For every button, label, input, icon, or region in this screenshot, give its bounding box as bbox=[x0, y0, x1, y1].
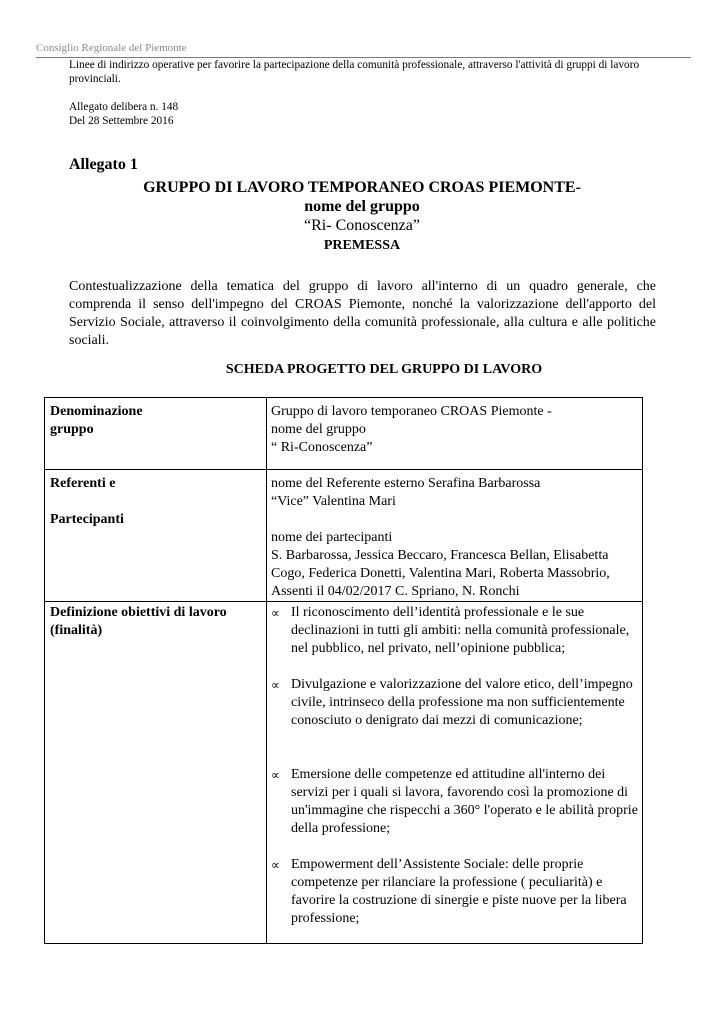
bullet-icon: ∝ bbox=[271, 606, 280, 620]
value-line: nome del gruppo bbox=[271, 422, 366, 437]
row-value-obiettivi bbox=[267, 602, 643, 944]
objective-text: Il riconoscimento dell’identità professionale e le sue declinazioni in tutti gli ambiti: nella comunità professionale, nel pubblico, nel privato, nell’opinione pubblica; bbox=[291, 605, 630, 656]
row-value-denominazione bbox=[267, 398, 643, 470]
premessa-heading: PREMESSA bbox=[323, 238, 401, 253]
row-label-referenti bbox=[45, 470, 267, 602]
label-line: Partecipanti bbox=[50, 512, 124, 527]
row-label-denominazione bbox=[45, 398, 267, 470]
row-value-referenti bbox=[267, 470, 643, 602]
document-title bbox=[0, 178, 724, 255]
label-line: gruppo bbox=[50, 422, 94, 437]
label-line: Definizione obiettivi di lavoro bbox=[50, 605, 227, 620]
value-line: Gruppo di lavoro temporaneo CROAS Piemonte - bbox=[271, 404, 552, 419]
list-item bbox=[271, 676, 638, 730]
header-organization: Consiglio Regionale del Piemonte bbox=[36, 42, 187, 54]
project-table bbox=[44, 397, 643, 944]
list-item bbox=[271, 856, 638, 928]
participants-title: nome dei partecipanti bbox=[271, 530, 393, 545]
group-name: “Ri- Conoscenza” bbox=[304, 217, 420, 234]
delibera-info bbox=[69, 100, 178, 128]
list-item bbox=[271, 604, 638, 658]
label-line: Referenti e bbox=[50, 476, 116, 491]
row-label-obiettivi bbox=[45, 602, 267, 944]
referent-line: nome del Referente esterno Serafina Barbarossa bbox=[271, 476, 541, 491]
table-row bbox=[45, 398, 643, 470]
list-item bbox=[271, 766, 638, 838]
participants-list: S. Barbarossa, Jessica Beccaro, Francesca Bellan, Elisabetta Cogo, Federica Donetti, Valentina Mari, Roberta Massobrio, Assenti il 04/02/2017 C. Spriano, N. Ronchi bbox=[271, 548, 610, 599]
title-main: GRUPPO DI LAVORO TEMPORANEO CROAS PIEMONTE- bbox=[143, 179, 581, 196]
objective-text: Divulgazione e valorizzazione del valore etico, dell’impegno civile, intrinseco della professione ma non sufficientemente conosciuto o denigrato dai mezzi di comunicazione; bbox=[291, 677, 633, 728]
bullet-icon: ∝ bbox=[271, 858, 280, 872]
intro-paragraph: Contestualizzazione della tematica del gruppo di lavoro all'interno di un quadro generale, che comprenda il senso dell'impegno del CROAS Piemonte, nonché la valorizzazione dell'apporto del Servizio Sociale, attraverso il coinvolgimento della comunità professionale, alla cultura e alle politiche sociali. bbox=[69, 279, 656, 348]
vice-line: “Vice” Valentina Mari bbox=[271, 494, 396, 509]
value-line: “ Ri-Conoscenza” bbox=[271, 440, 373, 455]
title-sub: nome del gruppo bbox=[304, 198, 420, 215]
objective-text: Empowerment dell’Assistente Sociale: delle proprie competenze per rilanciare la professione ( peculiarità) e favorire la costruzione di sinergie e piste nuove per la libera professione; bbox=[291, 857, 627, 926]
delibera-date: Del 28 Settembre 2016 bbox=[69, 115, 174, 127]
bullet-icon: ∝ bbox=[271, 678, 280, 692]
label-line: Denominazione bbox=[50, 404, 143, 419]
bullet-icon: ∝ bbox=[271, 768, 280, 782]
label-line: (finalità) bbox=[50, 623, 103, 638]
objective-text: Emersione delle competenze ed attitudine all'interno dei servizi per i quali si lavora, favorendo così la promozione di un'immagine che rispecchi a 360° l'operato e le abilità proprie della professione; bbox=[291, 767, 638, 836]
allegato-heading: Allegato 1 bbox=[69, 156, 138, 173]
table-row bbox=[45, 470, 643, 602]
header-description: Linee di indirizzo operative per favorire la partecipazione della comunità professionale, attraverso l'attività di gruppi di lavoro provinciali. bbox=[69, 59, 640, 85]
table-row bbox=[45, 602, 643, 944]
section-title: SCHEDA PROGETTO DEL GRUPPO DI LAVORO bbox=[225, 362, 543, 377]
delibera-number: Allegato delibera n. 148 bbox=[69, 101, 179, 113]
